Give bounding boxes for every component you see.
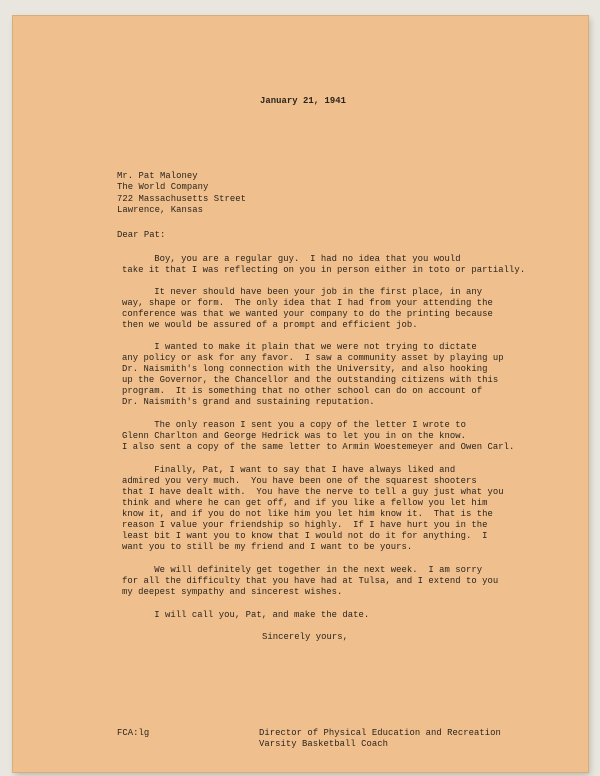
body-line: We will definitely get together in the next week. I am sorry [122, 565, 483, 575]
signature-title: Varsity Basketball Coach [259, 739, 389, 749]
typist-initials: FCA:lg [117, 728, 150, 738]
body-line: It never should have been your job in the first place, in any [122, 287, 483, 297]
body-line: know it, and if you do not like him you let him know it. That is the [122, 509, 493, 519]
signature-title: Director of Physical Education and Recreation [259, 728, 501, 738]
body-line: Dr. Naismith's long connection with the University, and also hooking [122, 364, 488, 374]
letter-date: January 21, 1941 [260, 96, 347, 106]
body-line: The only reason I sent you a copy of the letter I wrote to [122, 420, 467, 430]
body-line: I wanted to make it plain that we were not trying to dictate [122, 342, 477, 352]
body-line: take it that I was reflecting on you in person either in toto or partially. [122, 265, 526, 275]
body-line: least bit I want you to know that I would not do it for anything. I [122, 531, 488, 541]
body-line: for all the difficulty that you have had at Tulsa, and I extend to you [122, 576, 499, 586]
body-line: conference was that we wanted your company to do the printing because [122, 309, 493, 319]
recipient-line: Lawrence, Kansas [117, 205, 204, 215]
body-line: any policy or ask for any favor. I saw a community asset by playing up [122, 353, 504, 363]
body-line: up the Governor, the Chancellor and the outstanding citizens with this [122, 375, 499, 385]
body-line: Finally, Pat, I want to say that I have always liked and [122, 465, 456, 475]
recipient-line: Mr. Pat Maloney [117, 171, 198, 181]
closing: Sincerely yours, [262, 632, 349, 642]
recipient-line: 722 Massachusetts Street [117, 194, 247, 204]
body-line: I will call you, Pat, and make the date. [122, 610, 370, 620]
body-line: way, shape or form. The only idea that I had from your attending the [122, 298, 493, 308]
body-line: my deepest sympathy and sincerest wishes. [122, 587, 343, 597]
body-line: I also sent a copy of the same letter to Armin Woestemeyer and Owen Carl. [122, 442, 515, 452]
body-line: reason I value your friendship so highly. If I have hurt you in the [122, 520, 488, 530]
body-line: admired you very much. You have been one of the squarest shooters [122, 476, 477, 486]
body-line: that I have dealt with. You have the nerve to tell a guy just what you [122, 487, 504, 497]
salutation: Dear Pat: [117, 230, 166, 240]
recipient-line: The World Company [117, 182, 209, 192]
body-line: Glenn Charlton and George Hedrick was to let you in on the know. [122, 431, 467, 441]
body-line: think and where he can get off, and if you like a fellow you let him [122, 498, 488, 508]
body-line: Boy, you are a regular guy. I had no idea that you would [122, 254, 461, 264]
body-line: then we would be assured of a prompt and efficient job. [122, 320, 418, 330]
body-line: program. It is something that no other school can do on account of [122, 386, 483, 396]
body-line: Dr. Naismith's grand and sustaining reputation. [122, 397, 375, 407]
body-line: want you to still be my friend and I want to be yours. [122, 542, 413, 552]
